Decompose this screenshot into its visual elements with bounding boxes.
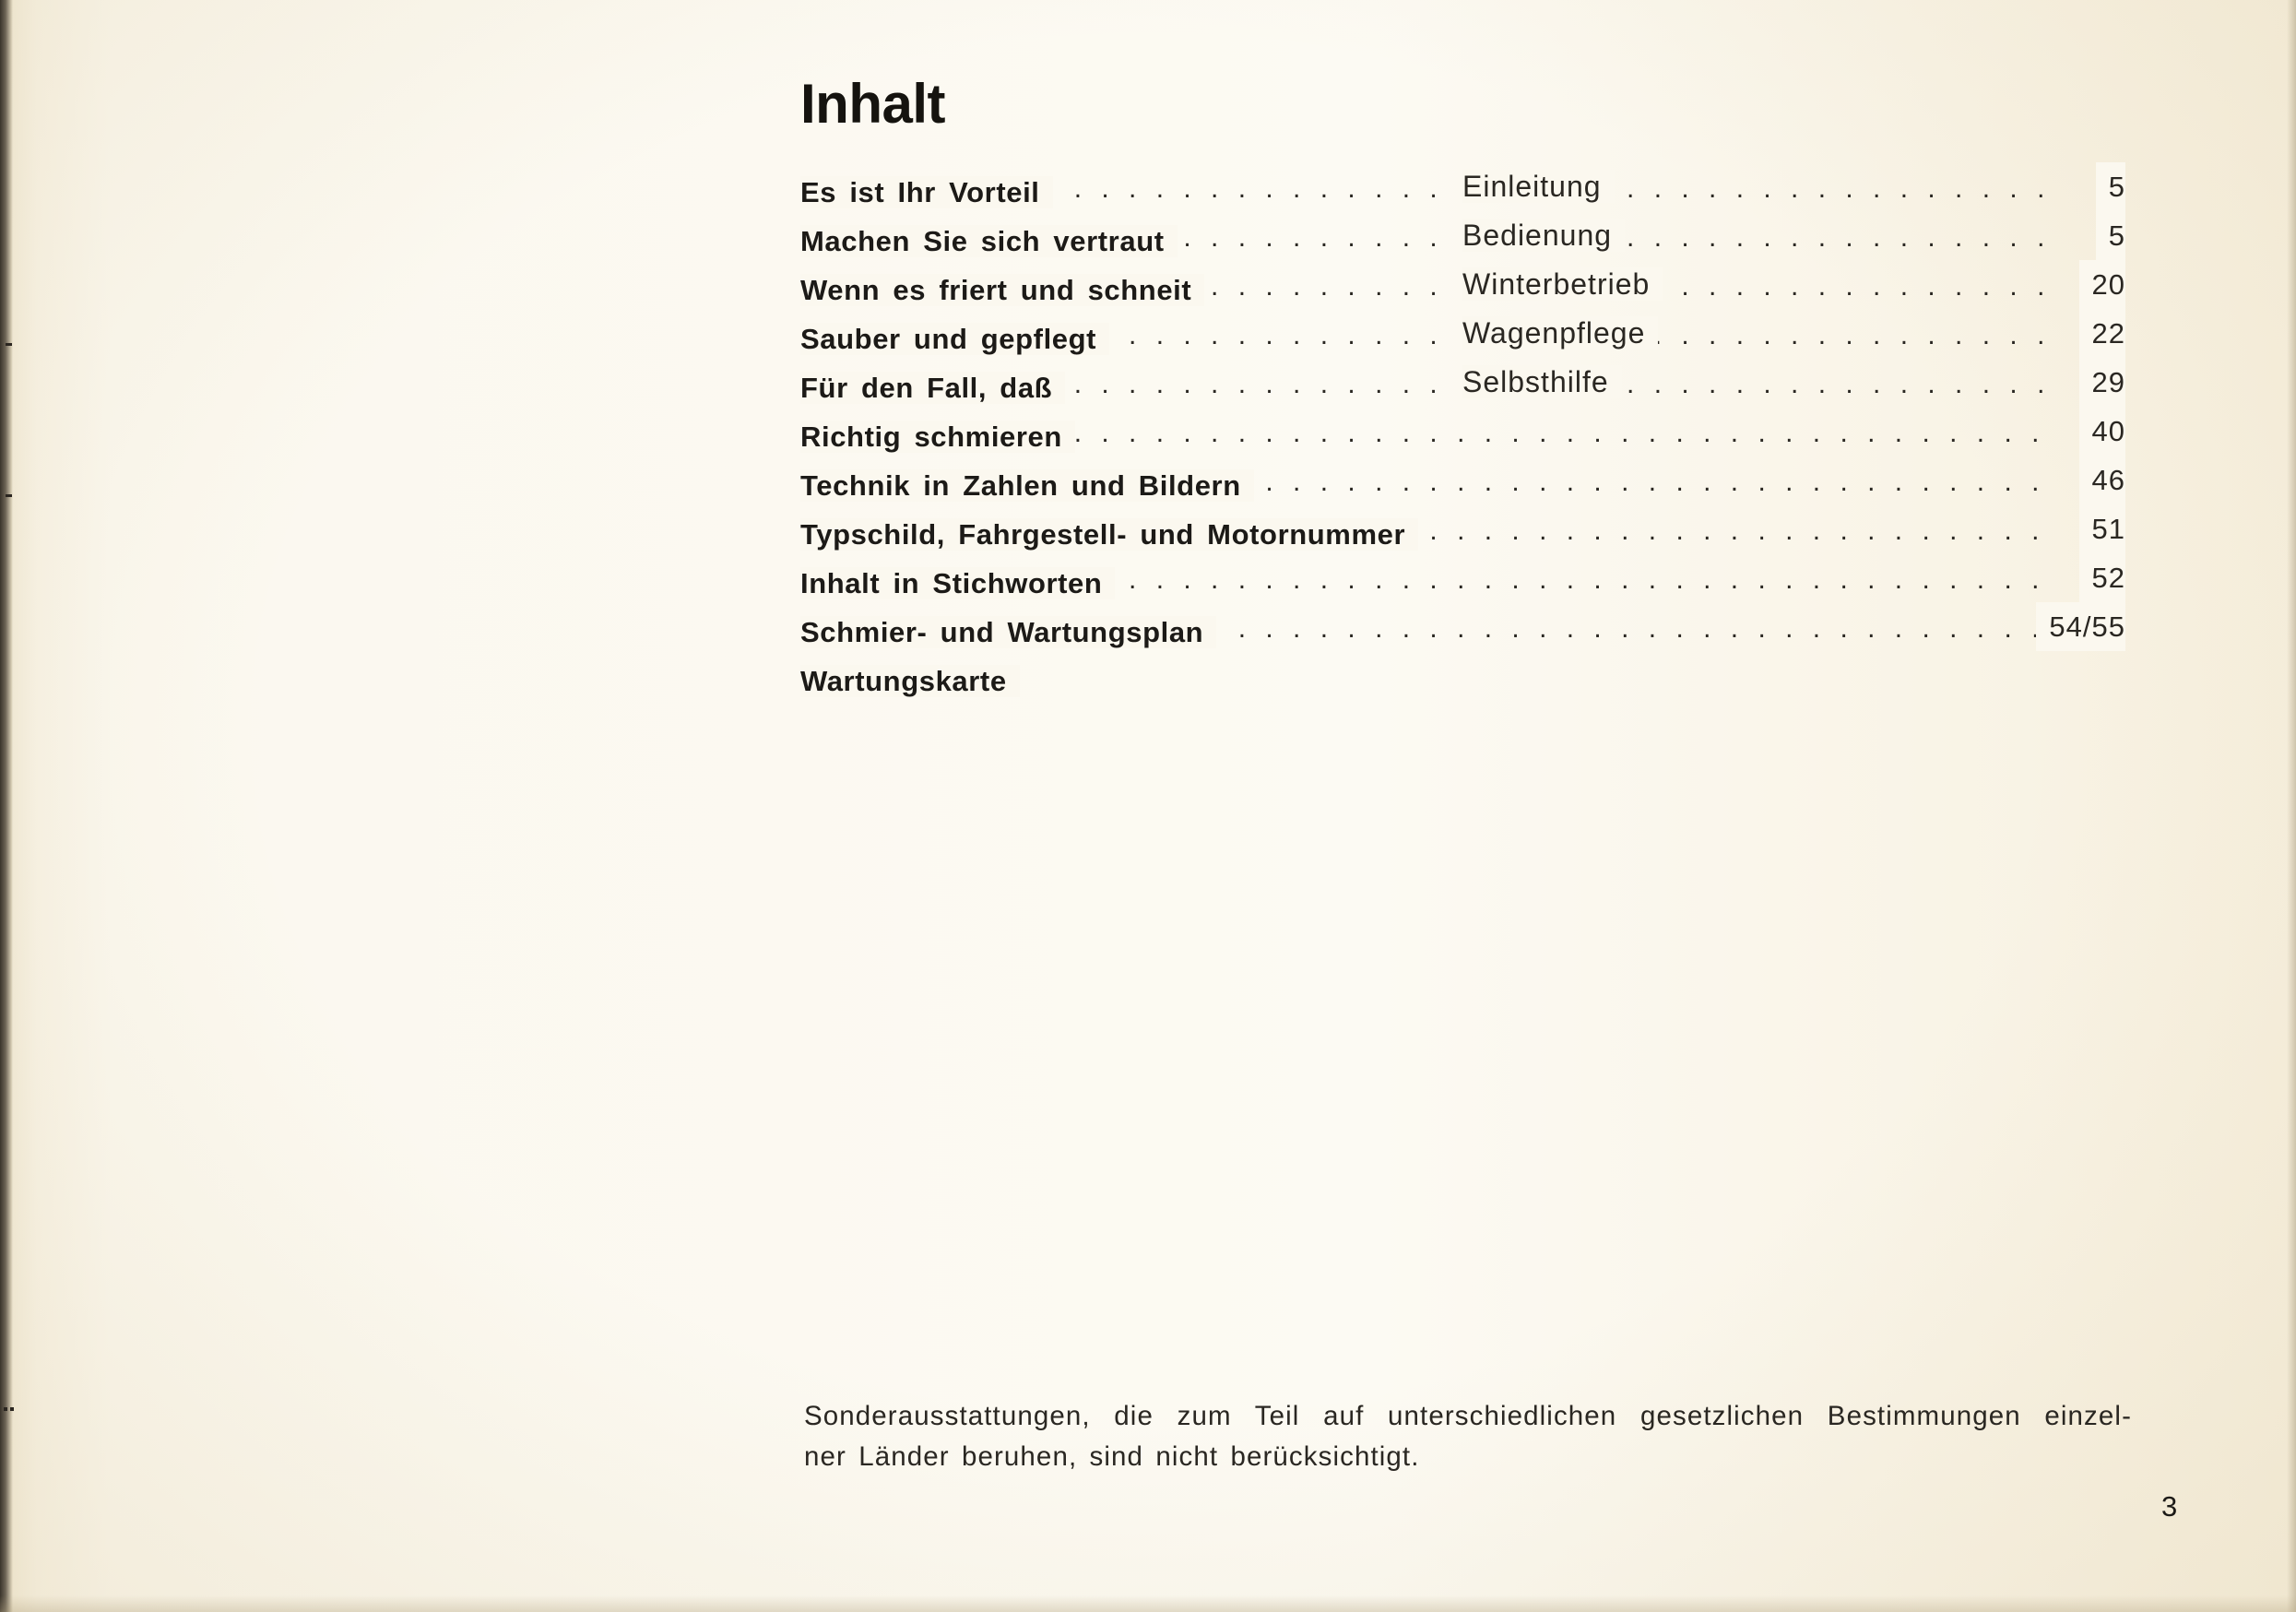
toc-section-label: Selbsthilfe bbox=[1462, 365, 1622, 398]
toc-row[interactable] bbox=[800, 510, 2125, 559]
toc-section-wrap bbox=[1462, 211, 2062, 260]
page-number: 3 bbox=[2161, 1490, 2178, 1523]
toc-section-wrap bbox=[1462, 358, 2062, 407]
toc-section-wrap bbox=[1462, 309, 2062, 358]
toc-entry-title: Machen Sie sich vertraut bbox=[800, 225, 1178, 257]
toc-entry-title-wrap bbox=[800, 217, 1455, 266]
footnote bbox=[804, 1396, 2132, 1477]
toc-row[interactable] bbox=[800, 461, 2125, 510]
toc-section-label: Einleitung bbox=[1462, 170, 1615, 203]
toc-page-number: 22 bbox=[2079, 309, 2125, 358]
toc-entry-title: Wenn es friert und schneit bbox=[800, 274, 1204, 306]
toc-row[interactable] bbox=[800, 168, 2125, 217]
toc-page-number: 29 bbox=[2079, 358, 2125, 407]
binding-mark bbox=[6, 494, 12, 497]
binding-mark bbox=[4, 1407, 7, 1411]
page-title: Inhalt bbox=[800, 73, 945, 135]
binding-mark bbox=[6, 343, 12, 346]
toc-row[interactable] bbox=[800, 217, 2125, 266]
toc-row[interactable] bbox=[800, 657, 2125, 705]
toc-entry-title: Sauber und gepflegt bbox=[800, 323, 1109, 355]
toc-entry-title: Inhalt in Stichworten bbox=[800, 567, 1115, 599]
toc-row[interactable] bbox=[800, 412, 2125, 461]
toc-entry-title-wrap bbox=[800, 510, 2054, 559]
toc-section-label: Wagenpflege bbox=[1462, 316, 1658, 350]
toc-page-number: 52 bbox=[2079, 553, 2125, 602]
toc-entry-title: Wartungskarte bbox=[800, 665, 1020, 697]
toc-entry-title-wrap bbox=[800, 266, 1455, 314]
toc-page-number: 51 bbox=[2079, 504, 2125, 553]
toc-entry-title-wrap bbox=[800, 412, 2054, 461]
toc-section-label: Winterbetrieb bbox=[1462, 267, 1663, 301]
toc-page-number: 20 bbox=[2079, 260, 2125, 309]
toc-entry-title: Typschild, Fahrgestell- und Motornummer bbox=[800, 518, 1418, 551]
toc-entry-title: Schmier- und Wartungsplan bbox=[800, 616, 1216, 648]
toc-section-wrap bbox=[1462, 260, 2062, 309]
toc-row[interactable] bbox=[800, 363, 2125, 412]
toc-page-number: 46 bbox=[2079, 456, 2125, 504]
book-spine bbox=[0, 0, 13, 1612]
toc-entry-title-wrap bbox=[800, 657, 2054, 705]
toc-entry-title: Für den Fall, daß bbox=[800, 372, 1065, 404]
toc-row[interactable] bbox=[800, 266, 2125, 314]
table-of-contents bbox=[800, 168, 2125, 705]
toc-entry-title-wrap bbox=[800, 168, 1455, 217]
toc-section-wrap bbox=[1462, 162, 2062, 211]
page-edge-shadow bbox=[2287, 0, 2296, 1612]
toc-entry-title-wrap bbox=[800, 314, 1455, 363]
toc-row[interactable] bbox=[800, 314, 2125, 363]
binding-mark bbox=[10, 1407, 14, 1411]
toc-page-number: 5 bbox=[2096, 211, 2125, 260]
toc-entry-title: Technik in Zahlen und Bildern bbox=[800, 469, 1254, 502]
toc-entry-title-wrap bbox=[800, 363, 1455, 412]
toc-row[interactable] bbox=[800, 559, 2125, 608]
footnote-line: ner Länder beruhen, sind nicht berücksichtigt. bbox=[804, 1441, 1420, 1472]
toc-row[interactable] bbox=[800, 608, 2125, 657]
footnote-line: Sonderausstattungen, die zum Teil auf unterschiedlichen gesetzlichen Bestimmungen einzel- bbox=[804, 1401, 2132, 1431]
toc-entry-title-wrap bbox=[800, 608, 2054, 657]
toc-entry-title: Richtig schmieren bbox=[800, 421, 1075, 453]
toc-entry-title-wrap bbox=[800, 559, 2054, 608]
toc-page-number: 40 bbox=[2079, 407, 2125, 456]
toc-entry-title: Es ist Ihr Vorteil bbox=[800, 176, 1053, 208]
toc-section-label: Bedienung bbox=[1462, 219, 1625, 252]
toc-entry-title-wrap bbox=[800, 461, 2054, 510]
page-edge-shadow bbox=[0, 1595, 2296, 1612]
toc-page-number: 54/55 bbox=[2036, 602, 2125, 651]
toc-page-number: 5 bbox=[2096, 162, 2125, 211]
